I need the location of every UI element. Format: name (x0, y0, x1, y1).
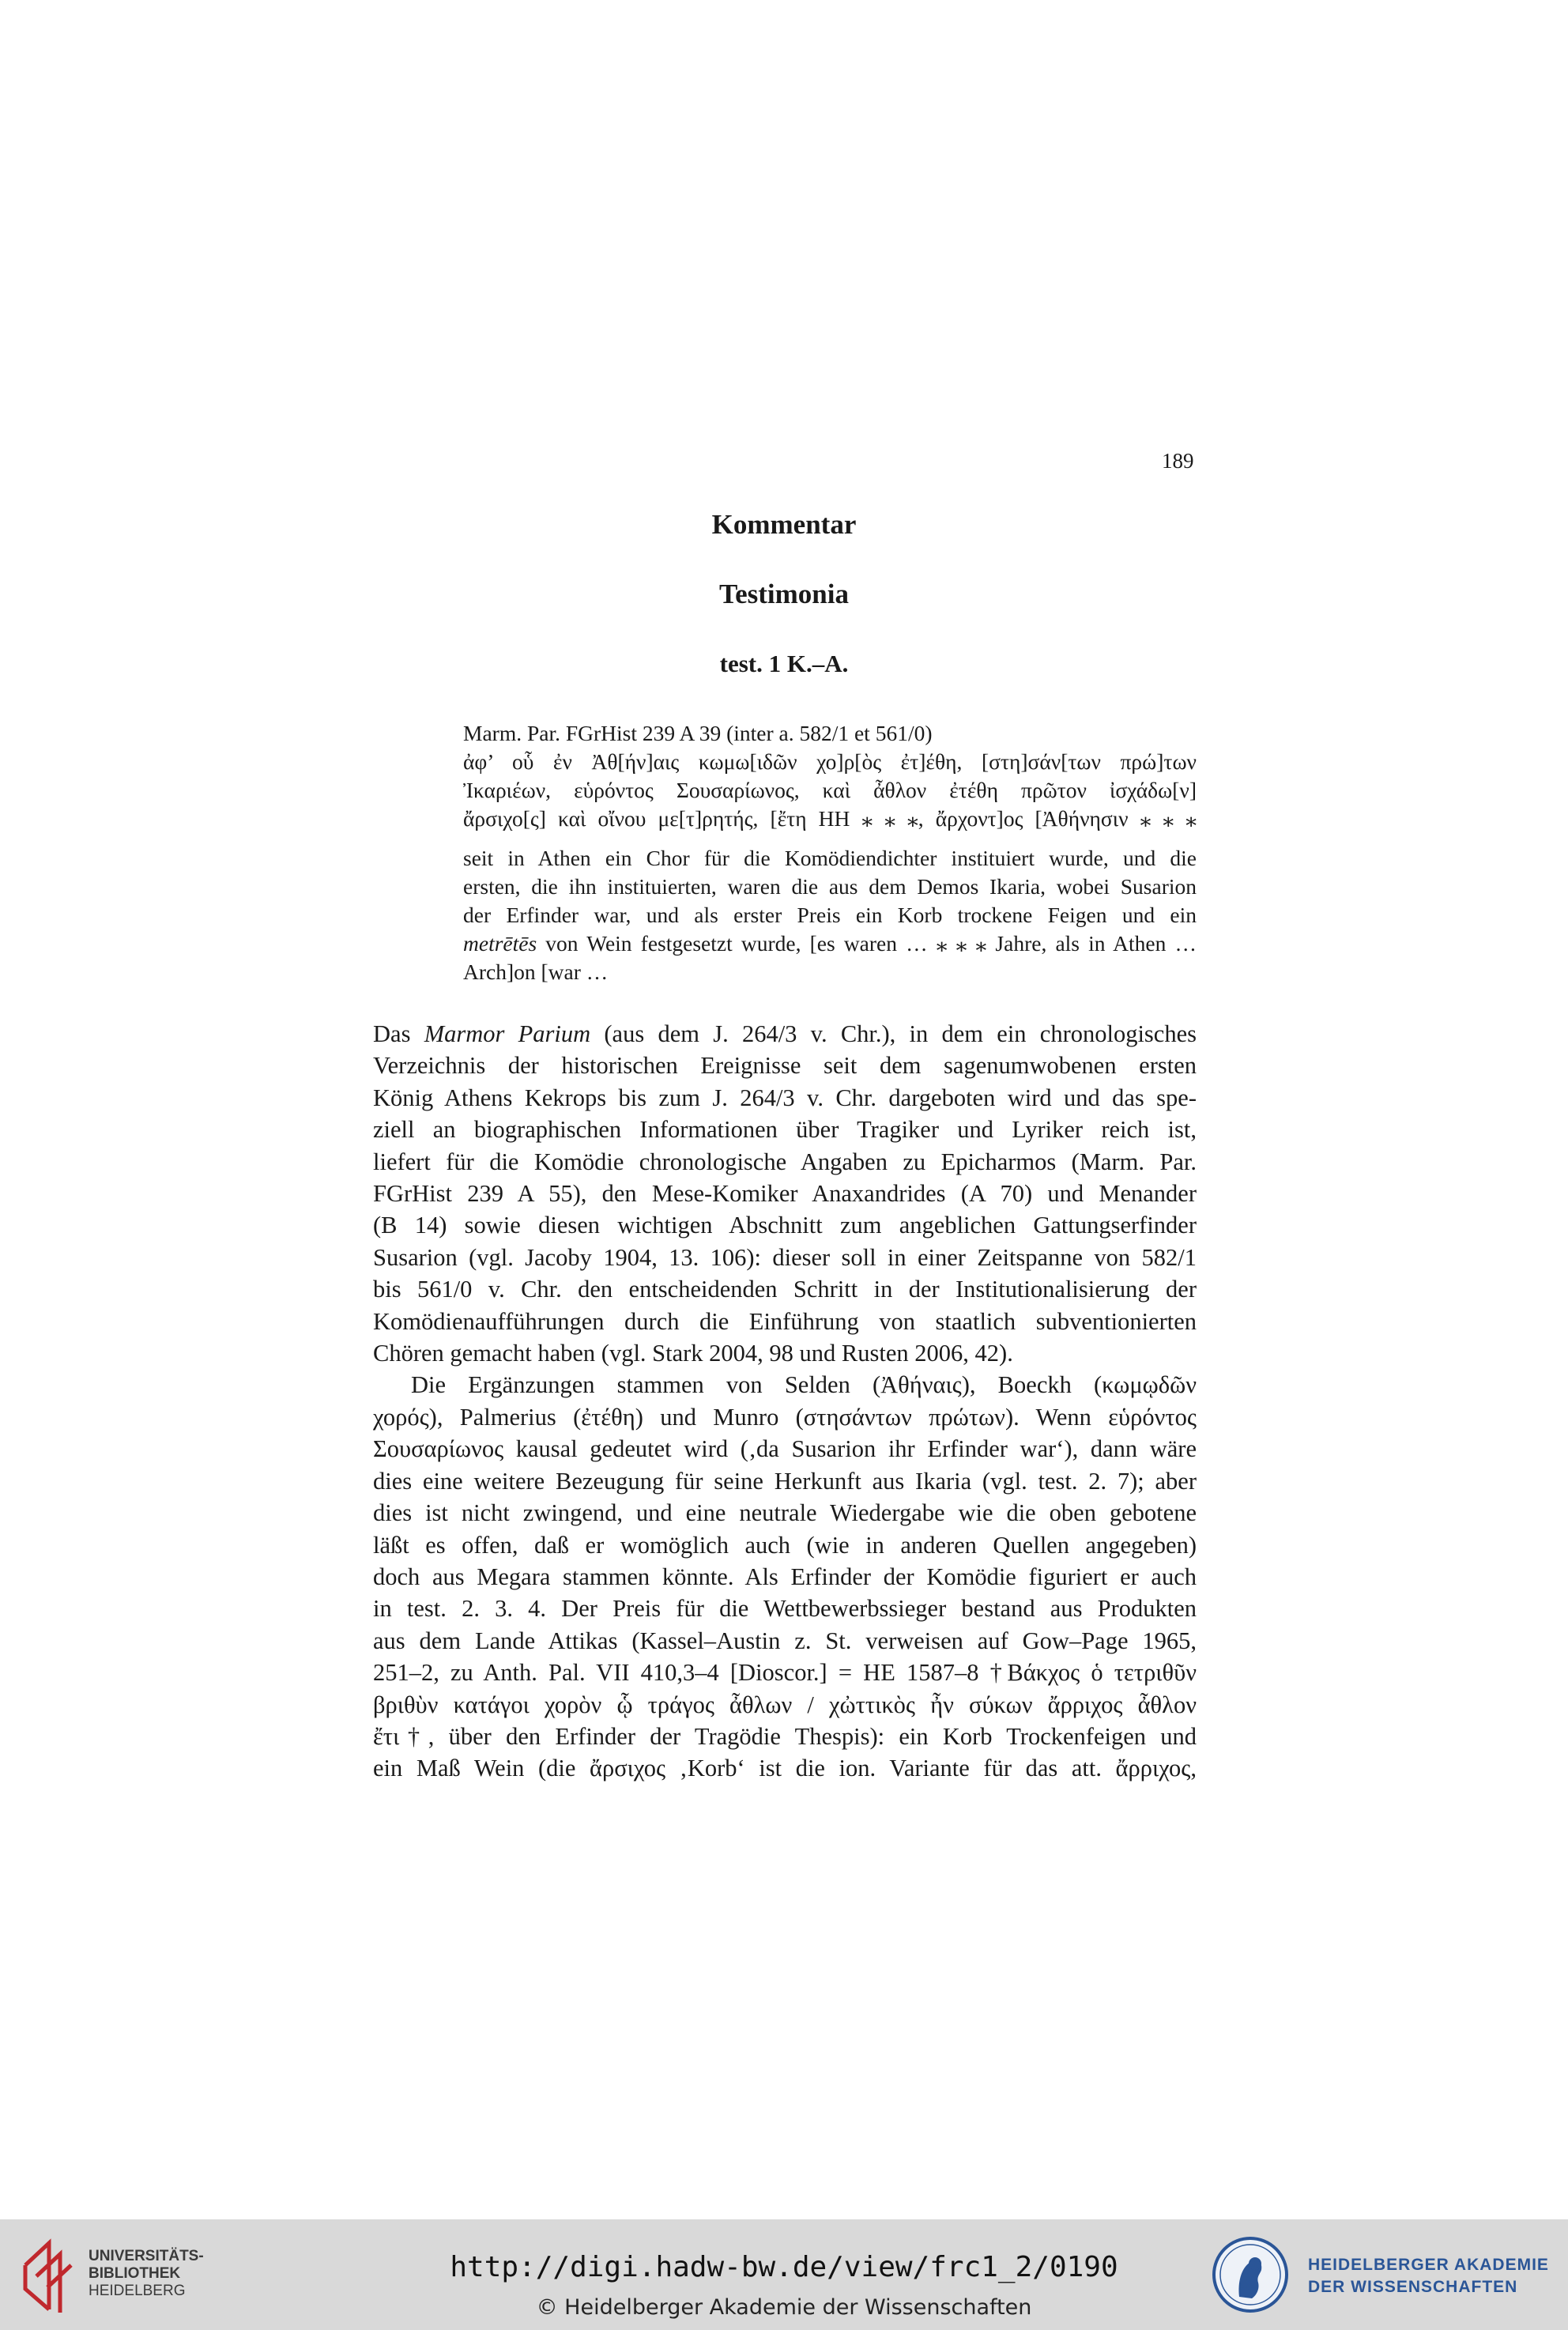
body-line: liefert für die Komödie chronologische Angaben zu Epicharmos (Marm. Par. (373, 1148, 1197, 1175)
translation-line: metrētēs von Wein festgesetzt wurde, [es waren … ⁎ ⁎ ⁎ Jahre, als in Athen … (463, 931, 1197, 956)
translation-line: der Erfinder war, und als erster Preis ein Korb trockene Feigen und ein (463, 903, 1197, 927)
body-line: Susarion (vgl. Jacoby 1904, 13. 106): dieser soll in einer Zeitspanne von 582/1 (373, 1243, 1197, 1271)
footer-bar (0, 2219, 1568, 2330)
body-line: Die Ergänzungen stammen von Selden (Ἀθήναις), Boeckh (κωμῳδῶν (411, 1371, 1197, 1399)
body-line: König Athens Kekrops bis zum J. 264/3 v. Chr. dargeboten wird und das spe- (373, 1084, 1197, 1111)
greek-line: Ἰκαριέων, εὑρόντος Σουσαρίωνος, καὶ ἆθλον ἐτέθη πρῶτον ἰσχάδω[ν] (463, 778, 1197, 802)
body-line: ἔτι†, über den Erfinder der Tragödie Thespis): ein Korb Trockenfeigen und (373, 1722, 1197, 1750)
copyright-notice: © Heidelberger Akademie der Wissenschaften (536, 2295, 1032, 2320)
body-line: βριθὺν κατάγοι χορὸν ᾧ τράγος ἆθλων / χὠττικὸς ἦν σύκων ἄρριχος ἆθλον (373, 1691, 1197, 1718)
body-line: in test. 2. 3. 4. Der Preis für die Wettbewerbssieger bestand aus Produkten (373, 1595, 1197, 1623)
academy-seal-icon[interactable] (1211, 2235, 1290, 2314)
permalink-url[interactable]: http://digi.hadw-bw.de/view/frc1_2/0190 (450, 2251, 1118, 2283)
commentary-body (373, 1018, 1197, 1785)
body-line: χορός), Palmerius (ἐτέθη) und Munro (στησάντων πρώτων). Wenn εὑρόντος (373, 1403, 1197, 1431)
body-line: FGrHist 239 A 55), den Mese-Komiker Anaxandrides (A 70) und Menander (373, 1180, 1197, 1208)
section-heading-kommentar: Kommentar (711, 509, 857, 540)
section-heading-testimonia: Testimonia (718, 579, 849, 609)
body-line: aus dem Lande Attikas (Kassel–Austin z. St. verweisen auf Gow–Page 1965, (373, 1627, 1197, 1654)
body-line: Das Marmor Parium (aus dem J. 264/3 v. Chr.), in dem ein chronologisches (373, 1020, 1197, 1047)
body-line: Σουσαρίωνος kausal gedeutet wird (‚da Susarion ihr Erfinder war‘), dann wäre (373, 1435, 1197, 1463)
body-line: (B 14) sowie diesen wichtigen Abschnitt zum angeblichen Gattungserfinder (373, 1212, 1197, 1239)
translation-line: ersten, die ihn instituierten, waren die aus dem Demos Ikaria, wobei Susarion (463, 874, 1197, 899)
body-line: ziell an biographischen Informationen über Tragiker und Lyriker reich ist, (373, 1116, 1197, 1144)
greek-line: ἀφ’ οὗ ἐν Ἀθ[ήν]αις κωμω[ιδῶν χο]ρ[ὸς ἐτ]έθη, [στη]σάν[των πρώ]των (463, 749, 1197, 774)
body-line: ein Maß Wein (die ἄρσιχος ‚Korb‘ ist die ion. Variante für das att. ἄρριχος, (373, 1755, 1197, 1782)
body-line: bis 561/0 v. Chr. den entscheidenden Schritt in der Institutionalisierung der (373, 1276, 1197, 1303)
body-line: Chören gemacht haben (vgl. Stark 2004, 98 und Rusten 2006, 42). (373, 1340, 1013, 1367)
testimonium-heading: test. 1 K.–A. (719, 650, 849, 677)
university-library-label: UNIVERSITÄTS- BIBLIOTHEK HEIDELBERG (89, 2248, 204, 2299)
body-line: doch aus Megara stammen könnte. Als Erfinder der Komödie figuriert er auch (373, 1563, 1197, 1590)
greek-quote (463, 748, 1197, 833)
quote-source: Marm. Par. FGrHist 239 A 39 (inter a. 582/1 et 561/0) (463, 721, 933, 745)
academy-label: HEIDELBERGER AKADEMIE DER WISSENSCHAFTEN (1308, 2256, 1549, 2296)
greek-line: ἄρσιχο[ς] καὶ οἴνου με[τ]ρητής, [ἔτη HH ⁎ ⁎ ⁎, ἄρχοντ]ος [Ἀθήνησιν ⁎ ⁎ ⁎ (463, 806, 1197, 831)
body-line: Verzeichnis der historischen Ereignisse seit dem sagenumwobenen ersten (373, 1052, 1197, 1080)
body-line: dies eine weitere Bezeugung für seine Herkunft aus Ikaria (vgl. test. 2. 7); aber (373, 1467, 1197, 1495)
page-number: 189 (1162, 449, 1194, 473)
body-line: Komödienaufführungen durch die Einführung von staatlich subventionierten (373, 1307, 1197, 1335)
translation-line: seit in Athen ein Chor für die Komödiendichter instituiert wurde, und die (463, 846, 1197, 870)
body-line: dies ist nicht zwingend, und eine neutrale Wiedergabe wie die oben gebotene (373, 1499, 1197, 1527)
translation-line: Arch]on [war … (463, 960, 609, 984)
body-line: 251–2, zu Anth. Pal. VII 410,3–4 [Dioscor.] = HE 1587–8 †Βάκχος ὁ τετριθῦν (373, 1659, 1197, 1687)
body-line: läßt es offen, daß er womöglich auch (wie in anderen Quellen angegeben) (373, 1531, 1197, 1559)
quote-translation (463, 844, 1197, 986)
